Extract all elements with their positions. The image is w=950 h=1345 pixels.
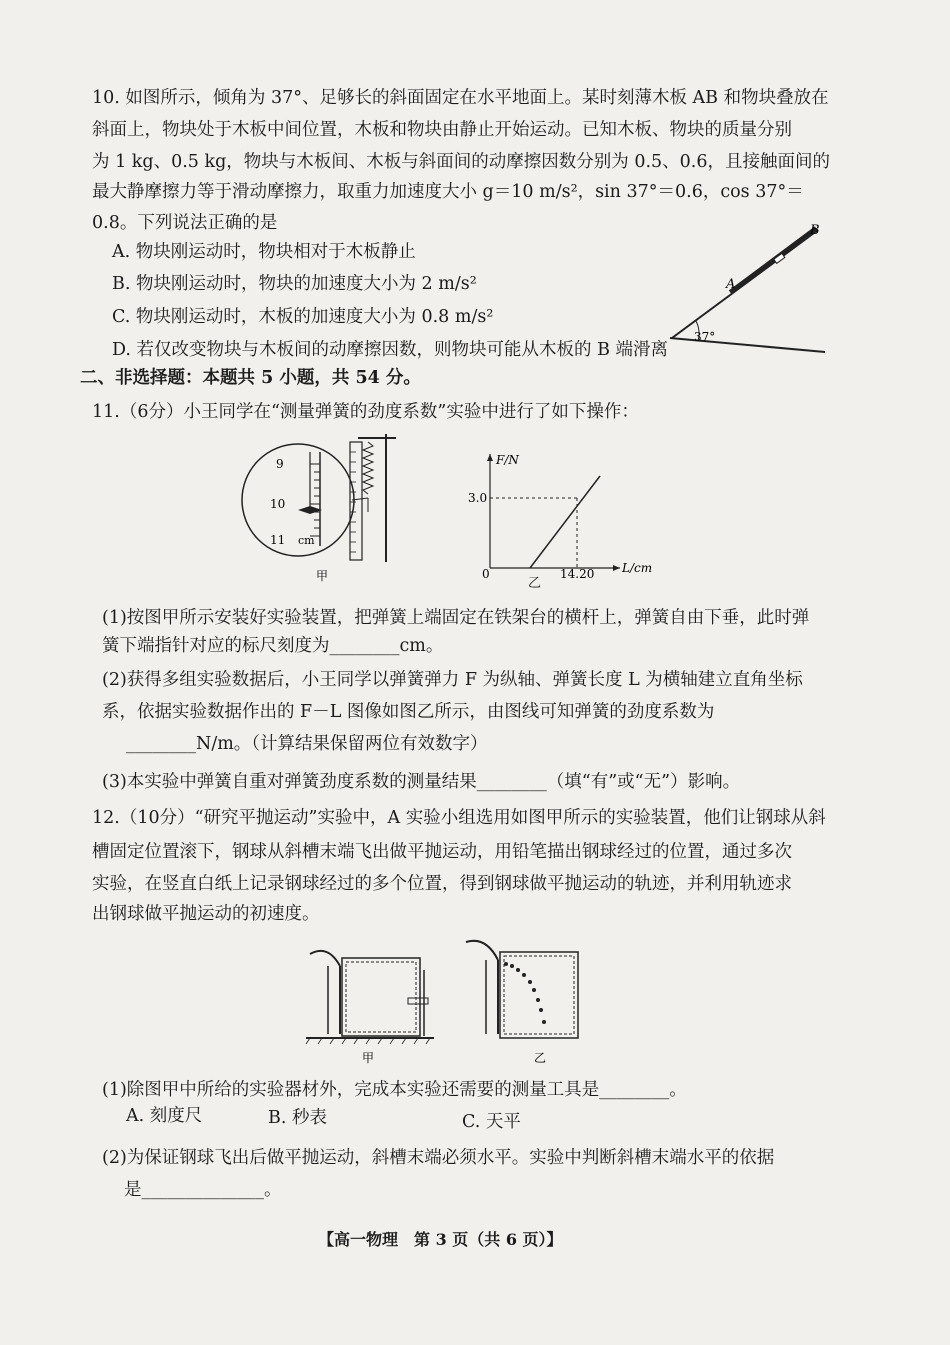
q11-part1-line2: 簧下端指针对应的标尺刻度为________cm。 (102, 636, 444, 656)
q12-line-2: 槽固定位置滚下，钢球从斜槽末端飞出做平抛运动，用铅笔描出钢球经过的位置，通过多次 (92, 842, 792, 862)
q11-part2-line1: (2)获得多组实验数据后，小王同学以弹簧弹力 F 为纵轴、弹簧长度 L 为横轴建立直角坐标 (102, 670, 803, 690)
series-line (530, 476, 600, 568)
q10-line-4: 最大静摩擦力等于滑动摩擦力，取重力加速度大小 g＝10 m/s²，sin 37°＝0.6，cos 37°＝ (92, 182, 804, 202)
section-2-heading: 二、非选择题：本题共 5 小题，共 54 分。 (80, 368, 421, 388)
tick-11: 11 (270, 533, 286, 547)
q11-part1-line1: (1)按图甲所示安装好实验装置，把弹簧上端固定在铁架台的横杆上，弹簧自由下垂，此时弹 (102, 608, 810, 628)
label-a: A (726, 277, 736, 292)
board-ab (730, 228, 816, 292)
board-jia (342, 958, 420, 1036)
f-l-graph (460, 446, 660, 582)
q12-line-4: 出钢球做平抛运动的初速度。 (92, 904, 320, 924)
label-b: B (810, 223, 820, 238)
caption-jia-12: 甲 (362, 1051, 375, 1065)
q10-line-1: 10. 如图所示，倾角为 37°、足够长的斜面固定在水平地面上。某时刻薄木板 AB 和物块叠放在 (92, 88, 829, 108)
q12-option-b: B. 秒表 (268, 1108, 327, 1128)
q12-option-a: A. 刻度尺 (126, 1106, 203, 1126)
q11-intro: 11.（6分）小王同学在“测量弹簧的劲度系数”实验中进行了如下操作： (92, 402, 639, 422)
q10-line-2: 斜面上，物块处于木板中间位置，木板和物块由静止开始运动。已知木板、物块的质量分别 (92, 120, 792, 140)
q12-option-c: C. 天平 (462, 1112, 521, 1132)
q11-part3: (3)本实验中弹簧自重对弹簧劲度系数的测量结果________（填“有”或“无”）影响。 (102, 772, 741, 792)
apparatus-jia (306, 951, 434, 1044)
spring (363, 442, 373, 494)
magnified-ticks (310, 464, 320, 536)
q11-part2-line2: 系，依据实验数据作出的 F－L 图像如图乙所示，由图线可知弹簧的劲度系数为 (102, 702, 715, 722)
spring-ruler-figure (240, 428, 410, 588)
q10-line-5: 0.8。下列说法正确的是 (92, 213, 278, 233)
x-tick-label: 14.20 (560, 567, 595, 581)
y-tick-label: 3.0 (468, 491, 488, 505)
apparatus-yi (466, 941, 578, 1038)
caption-yi-12: 乙 (534, 1051, 547, 1065)
projectile-apparatus-figure (300, 934, 590, 1066)
q11-part2-line3: ________N/m。（计算结果保留两位有效数字） (126, 734, 488, 754)
q10-option-d: D. 若仅改变物块与木板间的动摩擦因数，则物块可能从木板的 B 端滑离 (112, 340, 669, 360)
slope-line (672, 230, 818, 338)
q10-option-b: B. 物块刚运动时，物块的加速度大小为 2 m/s² (112, 274, 477, 294)
q10-option-a: A. 物块刚运动时，物块相对于木板静止 (112, 242, 416, 262)
q12-line-1: 12.（10分）“研究平抛运动”实验中，A 实验小组选用如图甲所示的实验装置，他们让钢球从斜 (92, 808, 826, 828)
q12-part1: (1)除图甲中所给的实验器材外，完成本实验还需要的测量工具是________。 (102, 1080, 687, 1100)
q10-option-c: C. 物块刚运动时，木板的加速度大小为 0.8 m/s² (112, 307, 494, 327)
y-axis-label: F/N (496, 453, 519, 467)
incline-figure (660, 220, 830, 360)
x-axis-label: L/cm (622, 561, 653, 575)
unit-cm: cm (298, 534, 315, 547)
q12-part2-line1: (2)为保证钢球飞出后做平抛运动，斜槽末端必须水平。实验中判断斜槽末端水平的依据 (102, 1148, 775, 1168)
tick-9: 9 (276, 457, 284, 471)
tick-10: 10 (270, 497, 286, 511)
q12-line-3: 实验，在竖直白纸上记录钢球经过的多个位置，得到钢球做平抛运动的轨迹，并利用轨迹求 (92, 874, 792, 894)
origin-label: 0 (482, 567, 490, 581)
q12-part2-line2: 是______________。 (124, 1180, 282, 1200)
caption-yi: 乙 (528, 576, 542, 591)
block (774, 253, 785, 263)
angle-label: 37° (694, 330, 716, 344)
pointer (298, 506, 322, 514)
trajectory-dots (504, 962, 546, 1024)
page-footer: 【高一物理 第 3 页（共 6 页）】 (318, 1230, 563, 1249)
q10-line-3: 为 1 kg、0.5 kg，物块与木板间、木板与斜面间的动摩擦因数分别为 0.5、0.6，且接触面间的 (92, 152, 830, 172)
caption-jia: 甲 (316, 569, 329, 583)
